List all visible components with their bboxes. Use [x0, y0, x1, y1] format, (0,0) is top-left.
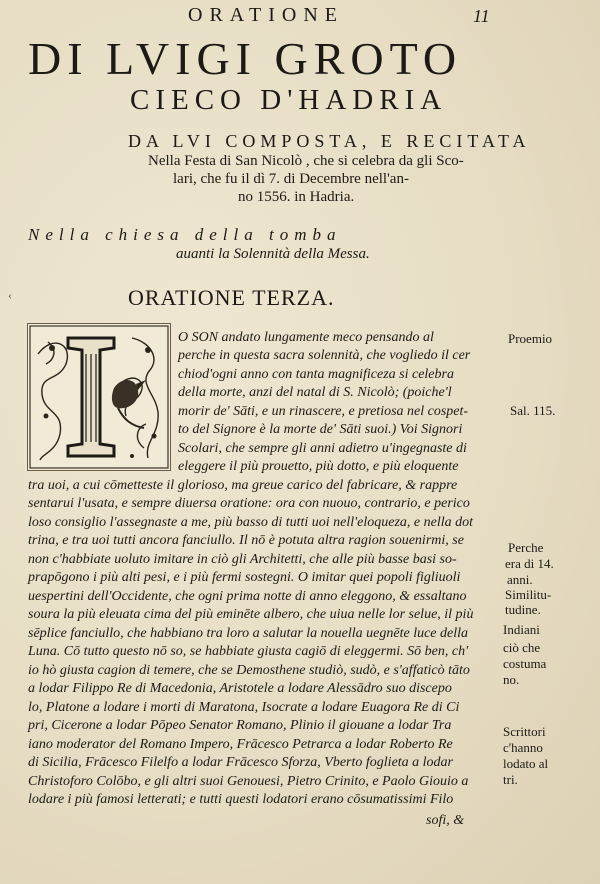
body-line: Christoforo Colōbo, e gli altri suoi Genouesi, Pietro Crinito, e Paolo Giouio a [28, 774, 469, 789]
subtitle-line-4: no 1556. in Hadria. [238, 189, 355, 205]
subtitle-line-3: lari, che fu il dì 7. di Decembre nell'an- [173, 171, 409, 187]
body-line: morir de' Sāti, e un rinascere, e pretiosa nel cospet- [178, 404, 469, 419]
section-heading: ORATIONE TERZA. [128, 285, 335, 310]
body-line: tra uoi, a cui cōmetteste il glorioso, ma greue carico del fabricare, & rappre [28, 478, 458, 493]
body-line: di Sicilia, Frācesco Filelfo a lodar Frācesco Sforza, Vberto foglieta a lodar [28, 755, 454, 770]
margin-note: anni. [507, 572, 533, 587]
decorated-initial-art [28, 324, 170, 470]
margin-note: c'hanno [503, 740, 543, 755]
decorated-initial [27, 323, 171, 471]
body-line: iano moderator del Romano Impero, Frācesco Petrarca a lodar Roberto Re [28, 737, 453, 752]
title-author-line: DI LVIGI GROTO [28, 33, 463, 84]
location-line-1: Nella chiesa della tomba [28, 225, 342, 244]
page-number: 11 [473, 6, 490, 26]
body-line: loso consiglio l'assegnaste a me, più basso di tutti uoi nell'eloqueza, e nella dot [28, 515, 474, 530]
margin-note: tri. [503, 772, 518, 787]
margin-note: lodato al [503, 756, 549, 771]
body-line: io hò giusta cagion di temere, che se Demosthene studiò, sudò, e s'affaticò tāto [28, 663, 470, 678]
margin-note: era di 14. [505, 556, 554, 571]
body-line: sentarui l'usata, e sempre diuersa oratione: ora con nuouo, contrario, e perico [28, 496, 470, 511]
margin-mark: ‹ [8, 288, 12, 302]
margin-note: costuma [503, 656, 547, 671]
body-line: O SON andato lungamente meco pensando al [178, 330, 434, 345]
location-line-2: auanti la Solennità della Messa. [176, 246, 370, 262]
body-line: soura la più eleuata cima del più eminēte albero, che uiua nelle lor selue, il più [28, 607, 474, 622]
body-line: uespertini dell'Occidente, che ogni prima notte di anno eleggono, & essaltano [28, 589, 467, 604]
margin-note: ciò che [503, 640, 541, 655]
body-line: lodare i più famosi letterati; e tutti questi lodatori erano cōsumatissimi Filo [28, 792, 454, 807]
body-line: eleggere il più prouetto, più dotto, e più eloquente [178, 459, 459, 474]
margin-note: Similitu- [505, 587, 552, 602]
running-head: ORATIONE [188, 4, 344, 26]
margin-note: no. [503, 672, 520, 687]
margin-note: Scrittori [503, 724, 546, 739]
body-line: non c'habbiate uoluto imitare in ciò gli Architetti, che alle più basse basi so- [28, 552, 457, 567]
margin-note: Perche [508, 540, 544, 555]
body-line: prapōgono i più alti pesi, e i più fermi sostegni. O imitar quei popoli figliuoli [28, 570, 461, 585]
body-line: trina, e tra uoi tutti ancora fanciullo. Il nō è potuta altra ragion souenirmi, se [28, 533, 464, 548]
margin-note: Indiani [503, 622, 540, 637]
body-line: sofi, & [426, 813, 465, 828]
body-line: lo, Platone a lodare i morti di Maratona, Isocrate a lodare Euagora Re di Ci [28, 700, 460, 715]
body-line: perche in questa sacra solennità, che vogliedo il cer [178, 348, 471, 363]
title-author-epithet: CIECO D'HADRIA [130, 84, 448, 116]
subtitle-line-1: DA LVI COMPOSTA, E RECITATA [128, 131, 531, 151]
subtitle-line-2: Nella Festa di San Nicolò , che si celebra da gli Sco- [148, 153, 464, 169]
body-line: a lodar Filippo Re di Macedonia, Aristotele a lodare Alessādro suo discepo [28, 681, 452, 696]
body-line: to del Signore è la morte de' Sāti suoi.) Voi Signori [178, 422, 463, 437]
body-line: pri, Cicerone a lodar Pōpeo Senator Romano, Plinio il giouane a lodar Tra [28, 718, 452, 733]
margin-note: tudine. [505, 602, 541, 617]
body-line: sēplice fanciullo, che habbiano tra loro a salutar la nouella uegnēte luce della [28, 626, 469, 641]
body-line: chiod'ogni anno con tanta magnificeza si celebra [178, 367, 454, 382]
margin-note: Sal. 115. [510, 403, 556, 418]
body-line: della morte, anzi del natal di S. Nicolò; (poiche'l [178, 385, 452, 400]
body-line: Luna. Cō tutto questo nō so, se habbiate giusta cagiō di eleggermi. Sō ben, ch' [28, 644, 469, 659]
body-line: Scolari, che sempre gli anni adietro u'ingegnaste di [178, 441, 467, 456]
margin-note: Proemio [508, 331, 553, 346]
